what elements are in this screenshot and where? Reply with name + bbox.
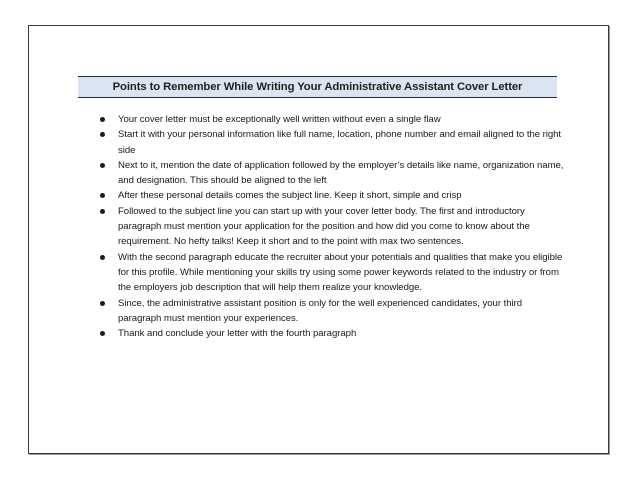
list-item [96,250,566,296]
list-item-text: Thank and conclude your letter with the fourth paragraph [118,328,357,340]
list-item [96,112,566,127]
list-item-text: Followed to the subject line you can start up with your cover letter body. The first and introductory paragraph must mention your application for the position and how did you come to know about the requirement. No hefty talks! Keep it short and to the point with max two sentences. [118,205,530,248]
document-title: Points to Remember While Writing Your Administrative Assistant Cover Letter [112,81,523,93]
bullet-icon [100,255,105,260]
list-item [96,296,566,327]
list-item-text: After these personal details comes the subject line. Keep it short, simple and crisp [118,190,462,202]
list-item-text: With the second paragraph educate the recruiter about your potentials and qualities that make you eligible for this profile. While mentioning your skills try using some power keywords related to the industry or from the employers job description that will help them realize your knowledge. [118,251,563,294]
list-item [96,127,566,158]
list-item-text: Next to it, mention the date of application followed by the employer’s details like name, organization name, and designation. This should be aligned to the left [118,159,564,187]
list-item [96,204,566,250]
bullet-icon [100,209,105,214]
bullet-icon [100,301,105,306]
bullet-icon [100,331,105,336]
bullet-icon [100,193,105,198]
list-item-text: Your cover letter must be exceptionally well written without even a single flaw [118,114,441,125]
list-item [96,326,566,341]
bullet-icon [100,163,105,168]
list-item-text: Start it with your personal information like full name, location, phone number and email aligned to the right side [118,129,562,156]
list-item-text: Since, the administrative assistant position is only for the well experienced candidates, your third paragraph must mention your experiences. [118,297,523,324]
title-banner [78,76,557,98]
list-item [96,158,566,189]
tips-list [96,112,566,341]
list-item [96,188,566,203]
bullet-icon [100,132,105,137]
bullet-icon [100,117,105,122]
